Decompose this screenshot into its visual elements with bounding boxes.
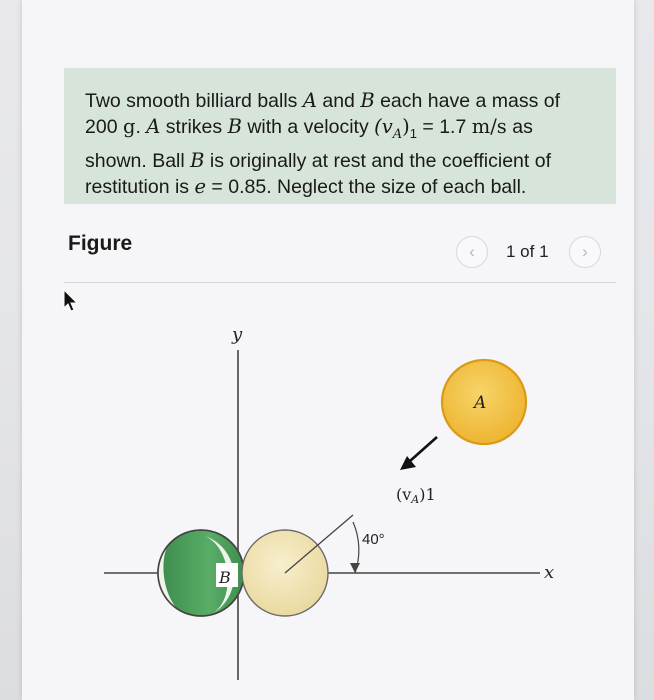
text: 200 [85,116,123,138]
angle-label: 40° [362,531,385,548]
text: = 0.85. Neglect the size of each ball. [206,175,527,198]
velocity-label-sub: A [411,493,420,506]
velocity-arrow [410,437,437,461]
text: with a velocity [241,116,375,138]
chevron-left-icon: ‹ [469,242,475,261]
text: ) [402,115,410,138]
unit-g: g [122,115,136,138]
text: each have a mass of [374,90,561,112]
text: and [316,90,361,112]
angle-arc-arrowhead [350,563,360,573]
subscript-1: 1 [409,125,417,141]
text: as [506,116,533,138]
ball-B [157,530,244,616]
text: strikes [160,116,228,138]
symbol-B: B [190,148,205,172]
ball-A [442,360,526,444]
text: restitution is [85,175,195,198]
symbol-A: A [146,115,161,138]
ball-A-label: A [474,393,487,413]
x-axis-label: x [544,562,555,583]
subscript-A: A [392,126,403,142]
symbol-A: A [302,89,317,112]
unit-m-per-s: m/s [471,115,507,138]
velocity-label-v: (v [396,485,412,504]
velocity-label [396,485,436,506]
text: . [135,116,147,138]
text: = 1.7 [416,116,472,138]
symbol-v: (v [374,115,393,138]
symbol-B: B [227,115,242,138]
ball-B-label: B [219,568,231,587]
symbol-e: e [194,174,207,198]
figure-heading: Figure [68,232,133,255]
y-axis-label: y [232,324,243,345]
text: is originally at rest and the coefficient of [204,149,551,172]
text: Two smooth billiard balls [85,90,303,112]
chevron-right-icon: › [582,242,588,261]
pager-label: 1 of 1 [506,242,549,261]
velocity-label-sub2: )1 [419,485,436,504]
text: shown. Ball [85,149,191,172]
symbol-B: B [360,89,375,112]
